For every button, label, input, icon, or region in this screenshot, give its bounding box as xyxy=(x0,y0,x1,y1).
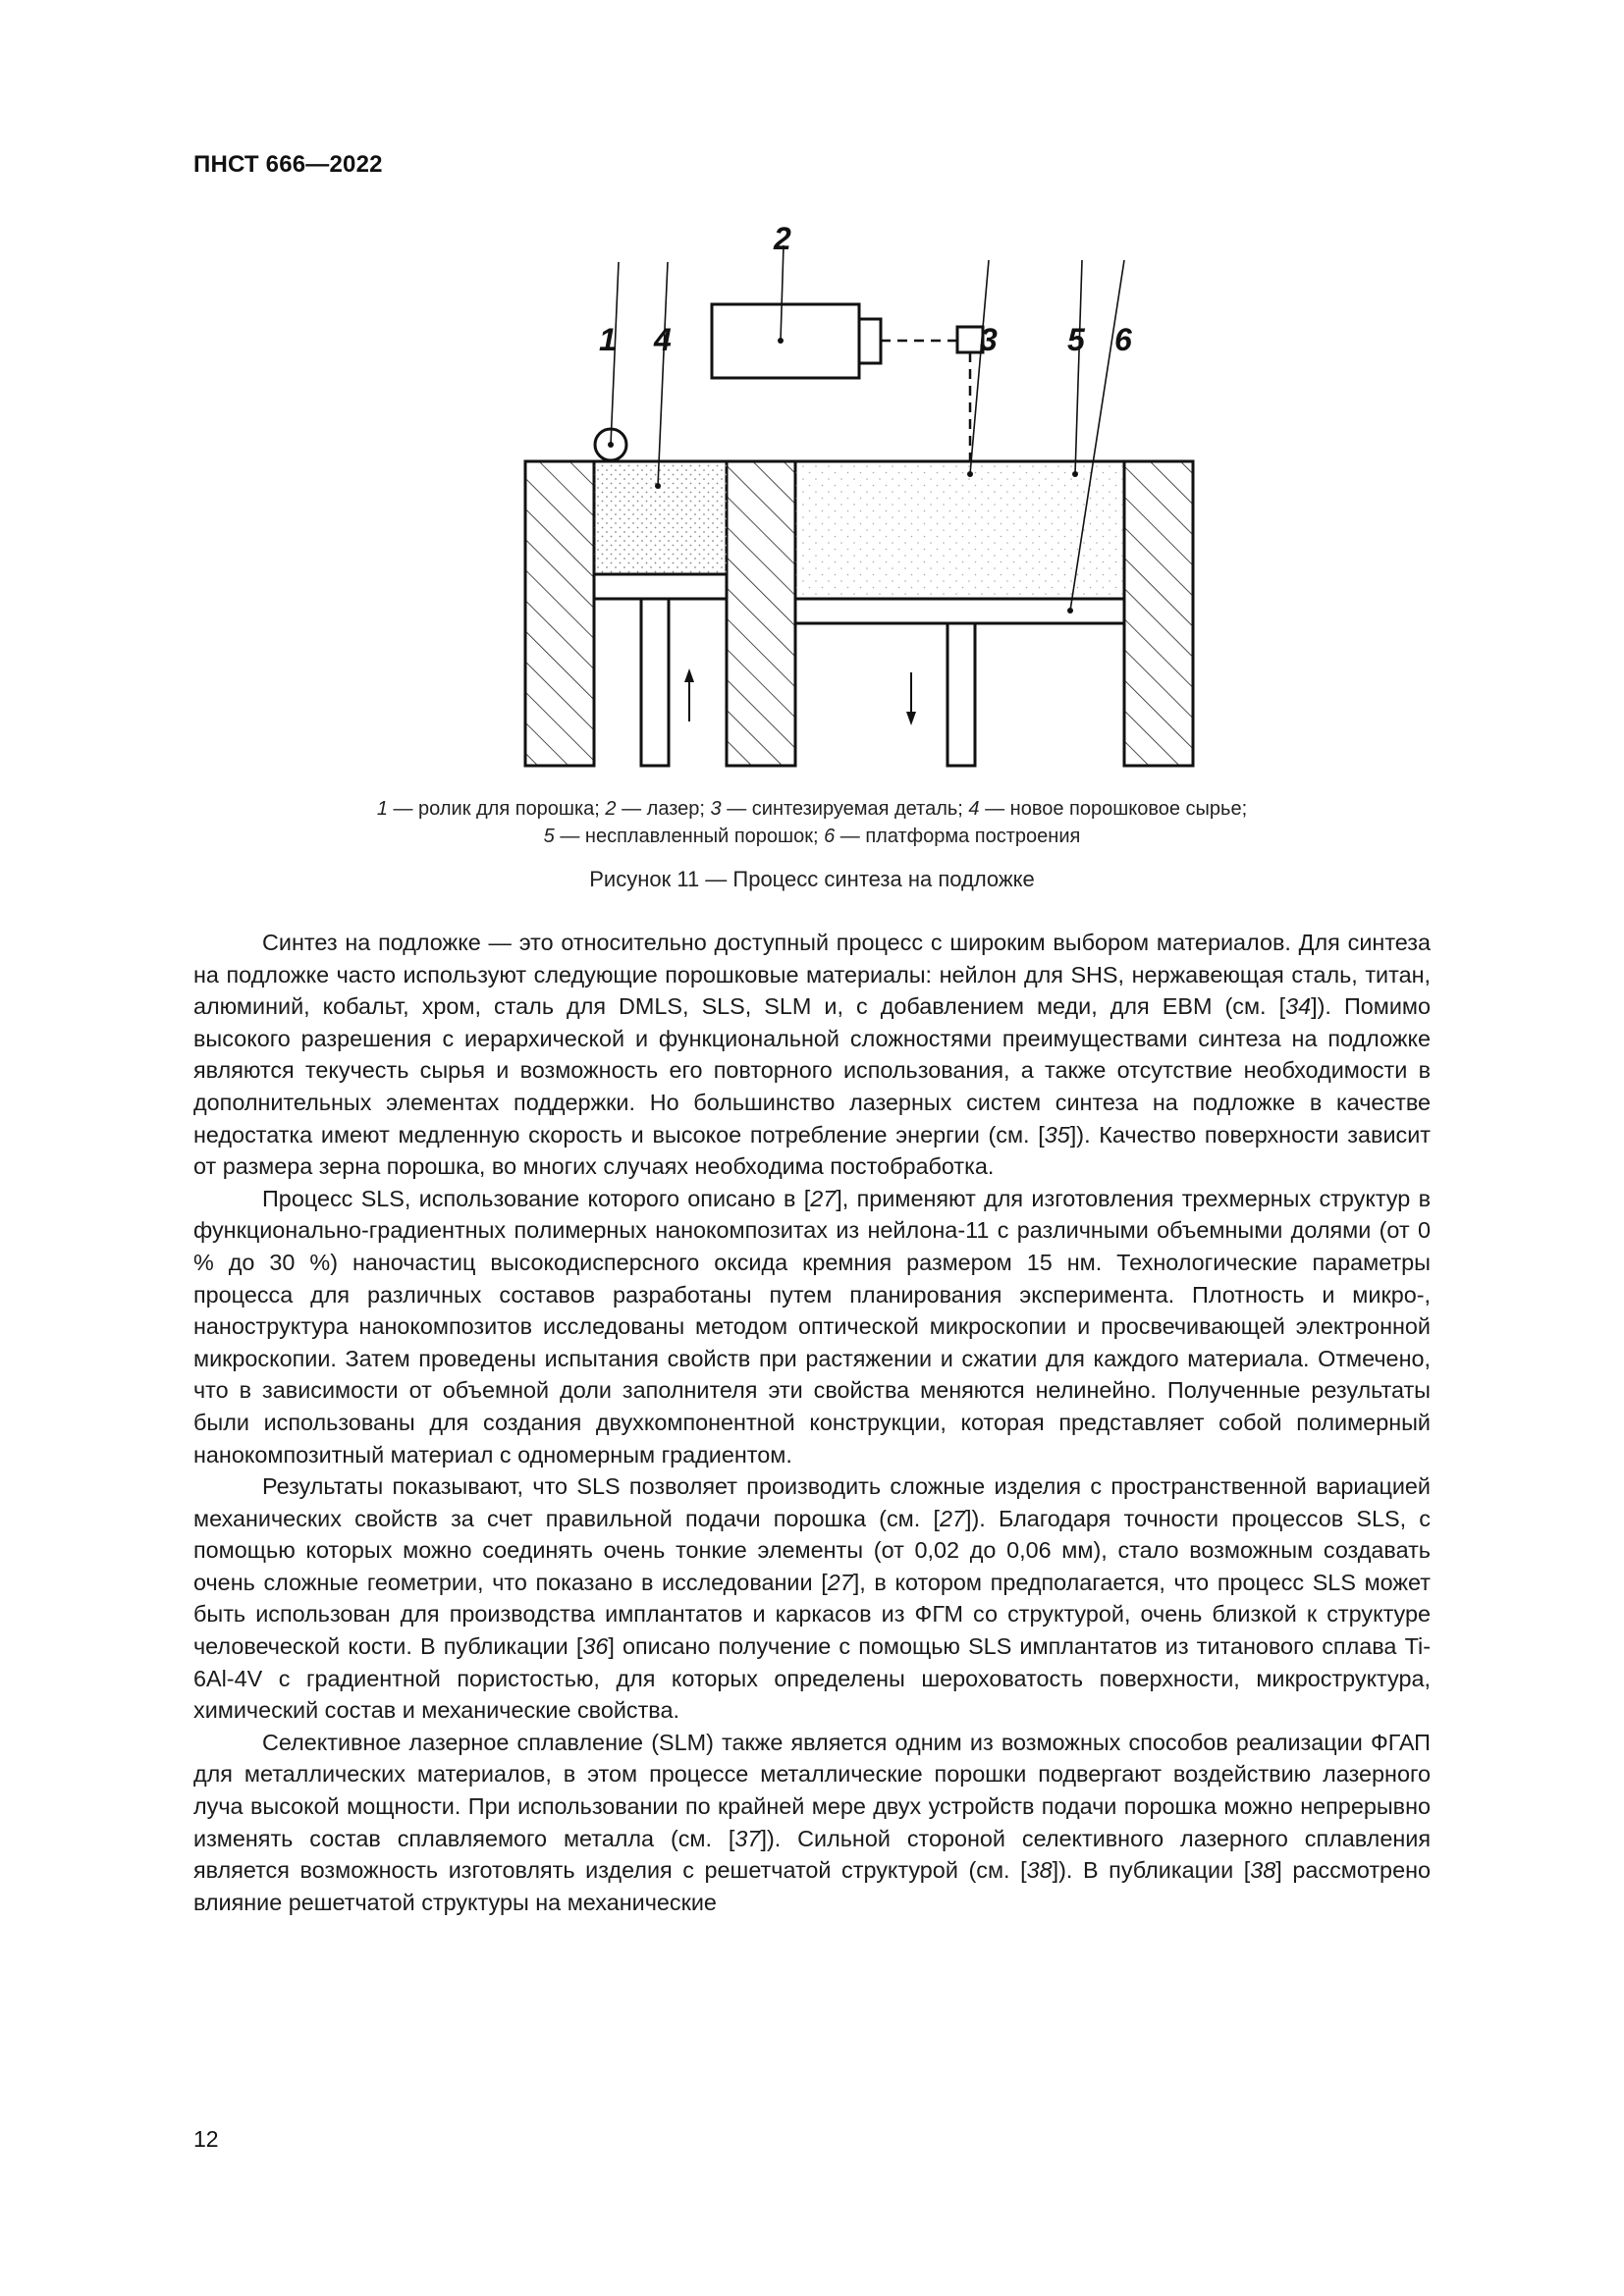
middle-wall xyxy=(727,461,795,766)
label-6: 6 xyxy=(1114,322,1132,357)
body-text xyxy=(193,927,1431,1918)
feed-chamber xyxy=(594,461,727,766)
laser-unit xyxy=(712,304,983,461)
paragraph-4: Селективное лазерное сплавление (SLM) также является одним из возможных способов реализации ФГАП для металлических материалов, в этом процессе металлические порошки подвергают воздействию лазерного луча высокой мощности. При использовании по крайней мере двух устройств подачи порошка можно непрерывно изменять состав сплавляемого металла (см. [37]). Сильной стороной селективного лазерного сплавления является возможность изготовлять изделия с решетчатой структурой (см. [38]). В публикации [38] рассмотрено влияние решетчатой структуры на механические xyxy=(193,1729,1431,1915)
label-2: 2 xyxy=(774,221,791,256)
build-chamber xyxy=(795,461,1124,766)
paragraph-3: Результаты показывают, что SLS позволяет производить сложные изделия с пространственной вариацией механических свойств за счет правильной подачи порошка (см. [27]). Благодаря точности процессов SLS, с помощью которых можно соединять очень тонкие элементы (от 0,02 до 0,06 мм), стало возможным создавать очень сложные геометрии, что показано в исследовании [27], в котором предполагается, что процесс SLS может быть использован для производства имплантатов и каркасов из ФГМ со структурой, очень близкой к структуре человеческой кости. В публикации [36] описано получение с помощью SLS имплантатов из титанового сплава Ti-6Al-4V с градиентной пористостью, для которых определены шероховатость поверхности, микроструктура, химический состав и механические свойства. xyxy=(193,1473,1431,1724)
label-4: 4 xyxy=(654,322,672,357)
label-3: 3 xyxy=(980,322,998,357)
page-number: 12 xyxy=(193,2126,219,2152)
figure-legend-line-2: 5 — несплавленный порошок; 6 — платформа построения xyxy=(543,826,1081,847)
sls-process-figure xyxy=(481,221,1247,790)
document-id-header: ПНСТ 666—2022 xyxy=(193,151,383,178)
process-diagram xyxy=(481,221,1247,790)
label-5: 5 xyxy=(1067,322,1085,357)
figure-caption: Рисунок 11 — Процесс синтеза на подложке xyxy=(589,867,1035,891)
figure-legend-line-1: 1 — ролик для порошка; 2 — лазер; 3 — синтезируемая деталь; 4 — новое порошковое сырье; xyxy=(376,798,1248,820)
paragraph-2: Процесс SLS, использование которого описано в [27], применяют для изготовления трехмерных структур в функционально-градиентных полимерных нанокомпозитах из нейлона-11 с различными объемными долями (от 0 % до 30 %) наночастиц высокодисперсного оксида кремния размером 15 нм. Технологические параметры процесса для различных составов разработаны путем планирования эксперимента. Плотность и микро-, наноструктура нанокомпозитов исследованы методом оптической микроскопии и просвечивающей электронной микроскопии. Затем проведены испытания свойств при растяжении и сжатии для каждого материала. Отмечено, что в зависимости от объемной доли заполнителя эти свойства меняются нелинейно. Полученные результаты были использованы для создания двухкомпонентной конструкции, которая представляет собой полимерный нанокомпозитный материал с одномерным градиентом. xyxy=(193,1185,1431,1468)
label-1: 1 xyxy=(599,322,617,357)
right-wall xyxy=(1124,461,1193,766)
left-wall xyxy=(525,461,594,766)
paragraph-1: Синтез на подложке — это относительно доступный процесс с широким выбором материалов. Для синтеза на подложке часто используют следующие порошковые материалы: нейлон для SHS, нержавеющая сталь, титан, алюминий, кобальт, хром, сталь для DMLS, SLS, SLM и, с добавлением меди, для EBM (см. [34]). Помимо высокого разрешения с иерархической и функциональной сложностями преимуществами синтеза на подложке являются текучесть сырья и возможность его повторного использования, а также отсутствие необходимости в дополнительных элементах поддержки. Но большинство лазерных систем синтеза на подложке в качестве недостатка имеют медленную скорость и высокое потребление энергии (см. [35]). Качество поверхности зависит от размера зерна порошка, во многих случаях необходима постобработка. xyxy=(193,930,1432,1180)
